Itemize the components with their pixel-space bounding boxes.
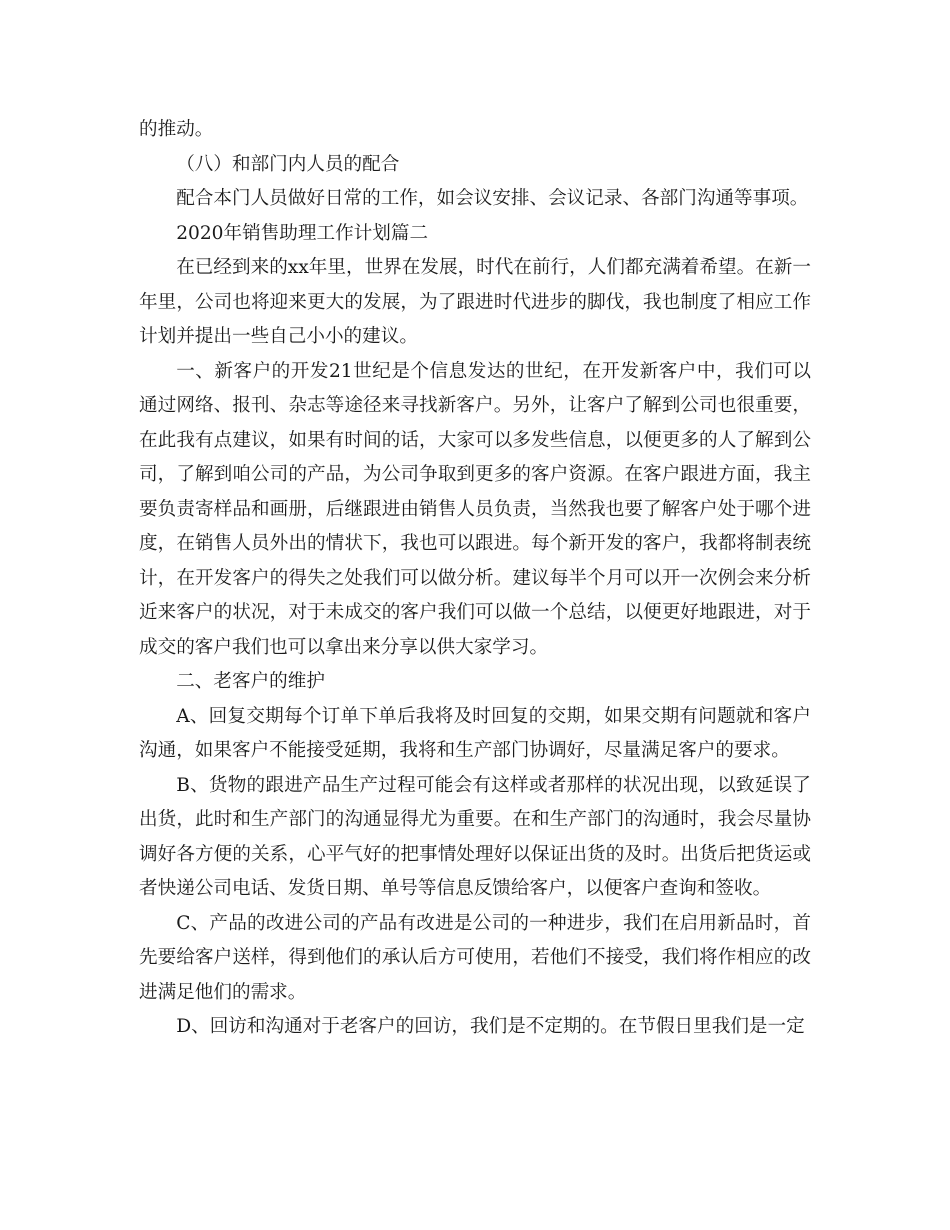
article-title: 2020年销售助理工作计划篇二: [176, 222, 429, 244]
paragraph: 一、新客户的开发21世纪是个信息发达的世纪，在开发新客户中，我们可以通过网络、报刊、杂志等途径来寻找新客户。另外，让客户了解到公司也很重要，在此我有点建议，如果有时间的话，大家可以多发些信息，以便更多的人了解到公司，了解到咱公司的产品，为公司争取到更多的客户资源。在客户跟进方面，我主要负责寄样品和画册，后继跟进由销售人员负责，当然我也要了解客户处于哪个进度，在销售人员外出的情状下，我也可以跟进。每个新开发的客户，我都将制表统计，在开发客户的得失之处我们可以做分析。建议每半个月可以开一次例会来分析近来客户的状况，对于未成交的客户我们可以做一个总结，以便更好地跟进，对于成交的客户我们也可以拿出来分享以供大家学习。: [139, 360, 811, 658]
document-body: [139, 113, 811, 1045]
paragraph: A、回复交期每个订单下单后我将及时回复的交期，如果交期有问题就和客户沟通，如果客户不能接受延期，我将和生产部门协调好，尽量满足客户的要求。: [139, 705, 811, 761]
paragraph: D、回访和沟通对于老客户的回访，我们是不定期的。在节假日里我们是一定: [176, 1016, 805, 1037]
paragraph: 在已经到来的xx年里，世界在发展，时代在前行，人们都充满着希望。在新一年里，公司也将迎来更大的发展，为了跟进时代进步的脚伐，我也制度了相应工作计划并提出一些自己小小的建议。: [139, 257, 811, 347]
paragraph-continuation: 的推动。: [139, 119, 214, 140]
section-heading-two: 二、老客户的维护: [176, 671, 325, 692]
paragraph: B、货物的跟进产品生产过程可能会有这样或者那样的状况出现，以致延误了出货，此时和生产部门的沟通显得尤为重要。在和生产部门的沟通时，我会尽量协调好各方便的关系，心平气好的把事情处理好以保证出货的及时。出货后把货运或者快递公司电话、发货日期、单号等信息反馈给客户，以便客户查询和签收。: [139, 774, 811, 899]
paragraph: 配合本门人员做好日常的工作，如会议安排、会议记录、各部门沟通等事项。: [176, 188, 809, 209]
section-heading-eight: （八）和部门内人员的配合: [176, 153, 400, 175]
paragraph: C、产品的改进公司的产品有改进是公司的一种进步，我们在启用新品时，首先要给客户送样，得到他们的承认后方可使用，若他们不接受，我们将作相应的改进满足他们的需求。: [139, 912, 811, 1003]
